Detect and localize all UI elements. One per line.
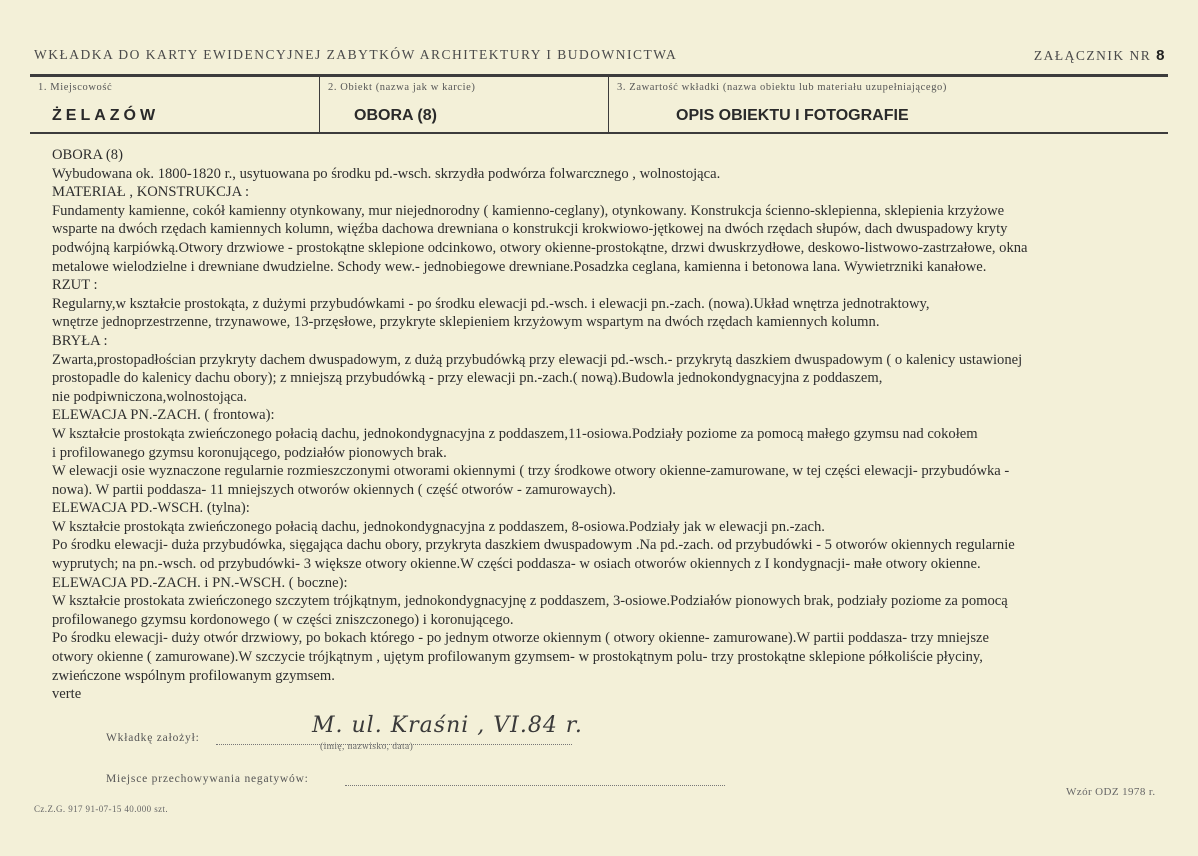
section-heading: MATERIAŁ , KONSTRUKCJA : xyxy=(52,184,250,201)
text-line: prostopadle do kalenicy dachu obory); z mniejszą przybudówką - przy elewacji pn.-zach.( nową).Budowla jednokondygnacyjna z poddaszem, xyxy=(52,370,883,387)
field-contents-label: 3. Zawartość wkładki (nazwa obiektu lub materiału uzupełniającego) xyxy=(617,82,947,93)
text-line: nie podpiwniczona,wolnostojąca. xyxy=(52,388,247,405)
prepared-by-caption: (imię, nazwisko, data) xyxy=(320,742,414,752)
text-line: zwieńczone wspólnym profilowanym gzymsem. xyxy=(52,667,335,684)
description-text xyxy=(52,146,1164,704)
annex-label-group xyxy=(1034,47,1166,64)
text-line: podwójną karpiówką.Otwory drzwiowe - prostokątne sklepione odcinkowo, otwory okienne-prostokątne, drzwi dwuskrzydłowe, deskowo-listwowo-zastrzałowe, okna xyxy=(52,239,1028,256)
field-contents-value: OPIS OBIEKTU I FOTOGRAFIE xyxy=(676,107,909,124)
text-line: Regularny,w kształcie prostokąta, z dużymi przybudówkami - po środku elewacji pd.-wsch. i elewacji pn.-zach. (nowa).Układ wnętrza jednotraktowy, xyxy=(52,295,930,312)
field-locality-value: ŻELAZÓW xyxy=(52,107,160,124)
field-divider-2 xyxy=(608,77,609,132)
section-heading: ELEWACJA PD.-ZACH. i PN.-WSCH. ( boczne): xyxy=(52,574,348,591)
text-line: otwory okienne ( zamurowane).W szczycie trójkątnym , ujętym profilowanym gzymsem- w prostokątnym polu- trzy prostokątne sklepione półkoliście płyciny, xyxy=(52,649,983,666)
text-line: Wybudowana ok. 1800-1820 r., usytuowana po środku pd.-wsch. skrzydła podwórza folwarcznego , wolnostojąca. xyxy=(52,165,721,182)
field-divider-1 xyxy=(319,77,320,132)
prepared-by-label: Wkładkę założył: xyxy=(106,732,200,744)
annex-number: 8 xyxy=(1156,47,1166,64)
text-line: wsparte na dwóch rzędach kamiennych kolumn, więźba dachowa drewniana o konstrukcji krokwiowo-jętkowej na dwóch rzędach słupów, dach dwuspadowy kryty xyxy=(52,221,1008,238)
section-heading: RZUT : xyxy=(52,277,98,294)
text-line: W kształcie prostokąta zwieńczonego połacią dachu, jednokondygnacyjna z poddaszem,11-osiowa.Podziały poziome za pomocą małego gzymsu nad cokołem xyxy=(52,425,978,442)
annex-label: ZAŁĄCZNIK NR xyxy=(1033,48,1152,63)
text-line: Po środku elewacji- duży otwór drzwiowy, po bokach którego - po jednym otworze okiennym ( otwory okienne- zamurowane).W partii poddasza- trzy mniejsze xyxy=(52,630,989,647)
negatives-line xyxy=(345,785,725,786)
text-line: wyprutych; na pn.-wsch. od przybudówki- 3 większe otwory okienne.W części poddasza- w osiach otworów okiennych z I kondygnacji- małe otwory okienne. xyxy=(52,556,981,573)
field-locality-label: 1. Miejscowość xyxy=(38,82,113,93)
text-line: W kształcie prostokąta zwieńczonego połacią dachu, jednokondygnacyjna z poddaszem, 8-osiowa.Podziały jak w elewacji pn.-zach. xyxy=(52,518,825,535)
text-line: Zwarta,prostopadłościan przykryty dachem dwuspadowym, z dużą przybudówką przy elewacji pd.-wsch.- przykrytą daszkiem dwuspadowym ( o kalenicy ustawionej xyxy=(52,351,1023,368)
verte-note: verte xyxy=(52,686,82,703)
text-line: wnętrze jednoprzestrzenne, trzynawowe, 13-przęsłowe, przykryte sklepieniem krzyżowym wspartym na dwóch rzędach kamiennych kolumn. xyxy=(52,314,880,331)
text-line: Fundamenty kamienne, cokół kamienny otynkowany, mur niejednorodny ( kamienno-ceglany), otynkowany. Konstrukcja ścienno-sklepienna, sklepienia krzyżowe xyxy=(52,202,1005,219)
field-object-value: OBORA (8) xyxy=(354,107,437,124)
text-line: i profilowanego gzymsu koronującego, podziałów pionowych brak. xyxy=(52,444,447,461)
section-heading: ELEWACJA PN.-ZACH. ( frontowa): xyxy=(52,407,275,424)
form-title: WKŁADKA DO KARTY EWIDENCYJNEJ ZABYTKÓW ARCHITEKTURY I BUDOWNICTWA xyxy=(34,47,678,62)
text-line: metalowe wielodzielne i drewniane dwudzielne. Schody wew.- jednobiegowe drewniane.Posadzka ceglana, kamienna i betonowa lana. Wywietrzniki kanałowe. xyxy=(52,258,987,275)
section-heading: ELEWACJA PD.-WSCH. (tylna): xyxy=(52,500,250,517)
header-top-rule xyxy=(30,74,1168,77)
prepared-by-signature: M. ul. Kraśni , VI.84 r. xyxy=(312,713,583,738)
text-line: Po środku elewacji- duża przybudówka, sięgająca dachu obory, przykryta daszkiem dwuspadowym .Na pd.-zach. od przybudówki - 5 otworów okiennych regularnie xyxy=(52,537,1015,554)
text-line: W kształcie prostokata zwieńczonego szczytem trójkątnym, jednokondygnacyjnę z poddaszem, 3-osiowe.Podziałów pionowych brak, podziały poziome za pomocą xyxy=(52,593,1008,610)
form-model: Wzór ODZ 1978 r. xyxy=(1066,786,1156,798)
text-line: profilowanego gzymsu kordonowego ( w części zniszczonego) i koronującego. xyxy=(52,611,514,628)
text-line: nowa). W partii poddasza- 11 mniejszych otworów okiennych ( część otworów - zamurowaych). xyxy=(52,481,616,498)
negatives-label: Miejsce przechowywania negatywów: xyxy=(106,773,309,785)
print-info: Cz.Z.G. 917 91-07-15 40.000 szt. xyxy=(34,804,169,814)
header-bottom-rule xyxy=(30,132,1168,134)
section-heading: BRYŁA : xyxy=(52,332,108,349)
text-line: W elewacji osie wyznaczone regularnie rozmieszczonymi otworami okiennymi ( trzy środkowe otwory okienne-zamurowane, w tej części elewacji- przybudówka - xyxy=(52,463,1010,480)
text-line: OBORA (8) xyxy=(52,147,123,163)
field-object-label: 2. Obiekt (nazwa jak w karcie) xyxy=(328,82,476,93)
